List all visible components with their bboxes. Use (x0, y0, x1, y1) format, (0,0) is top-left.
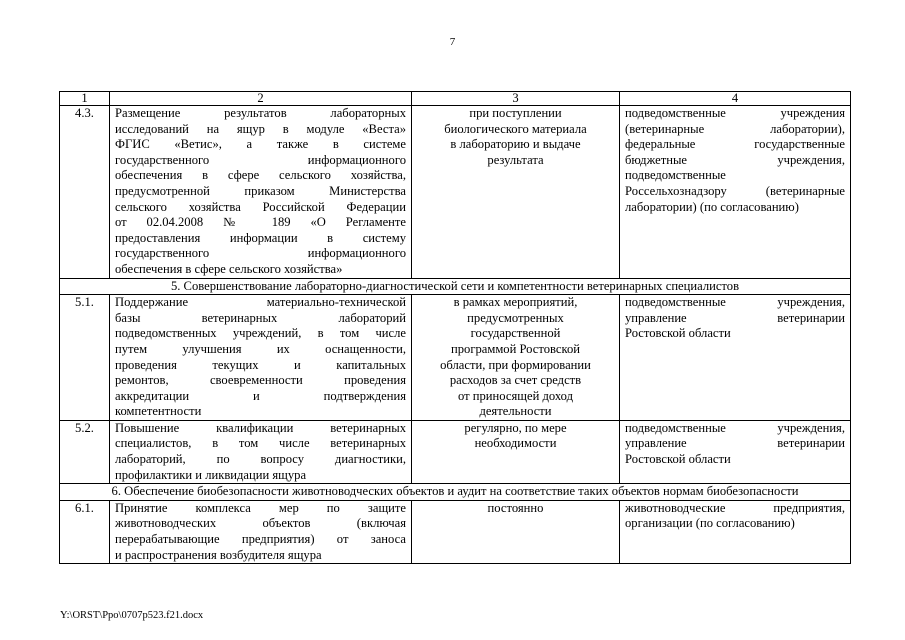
responsible-line: подведомственные (625, 168, 726, 183)
table-row (60, 106, 851, 279)
deadline-line: в лабораторию и выдаче (450, 137, 581, 152)
responsible-line: подведомственные учреждения, (625, 420, 845, 435)
measure-description-line: обеспечения в сфере сельского хозяйства, (115, 168, 406, 183)
deadline-line: результата (487, 152, 544, 167)
measure-description-line: профилактики и ликвидации ящура (115, 467, 307, 482)
responsible-line: Ростовской области (625, 452, 731, 467)
deadline-line: расходов за счет средств (449, 373, 582, 388)
item-number: 4.3. (60, 106, 110, 279)
measure-description-line: перерабатывающие предприятия) от заноса (115, 532, 406, 547)
responsible-line: подведомственные учреждения, (625, 295, 845, 310)
header-col-1: 1 (60, 92, 110, 106)
table-row (60, 420, 851, 483)
deadline-line: регулярно, по мере (464, 420, 567, 435)
header-col-3: 3 (412, 92, 620, 106)
page-number: 7 (449, 36, 456, 48)
responsible-line: подведомственные учреждения (625, 106, 845, 120)
responsible-line: (ветеринарные лаборатории), (625, 121, 845, 136)
responsible-line: федеральные государственные (625, 137, 845, 152)
deadline (412, 420, 620, 483)
deadline-line: предусмотренных (467, 310, 564, 325)
section-header-row (60, 278, 851, 295)
measure-description-line: животноводческих объектов (включая (115, 516, 406, 531)
measure-description-line: путем улучшения их оснащенности, (115, 341, 406, 356)
deadline-line: деятельности (479, 404, 552, 419)
responsible-line: лаборатории) (по согласованию) (625, 199, 799, 214)
deadline-line: в рамках мероприятий, (453, 295, 578, 310)
measure-description-line: от 02.04.2008 № 189 «О Регламенте (115, 215, 406, 230)
measure-description-line: ремонтов, своевременности проведения (115, 373, 406, 388)
responsible-line: бюджетные учреждения, (625, 152, 845, 167)
section-title: 6. Обеспечение биобезопасности животноводческих объектов и аудит на соответствие таких объектов нормам биобезопасности (60, 484, 851, 501)
measure-description-line: Принятие комплекса мер по защите (115, 500, 406, 515)
measure-description (110, 106, 412, 279)
measure-description-line: Размещение результатов лабораторных (115, 106, 406, 120)
section-title: 5. Совершенствование лабораторно-диагностической сети и компетентности ветеринарных специалистов (60, 278, 851, 295)
responsible (620, 106, 851, 279)
responsible-line: управление ветеринарии (625, 436, 845, 451)
measure-description-line: предусмотренной приказом Министерства (115, 183, 406, 198)
responsible-line: Россельхознадзору (ветеринарные (625, 183, 845, 198)
item-number: 6.1. (60, 500, 110, 563)
responsible-line: организации (по согласованию) (625, 516, 795, 531)
deadline-line: программой Ростовской (450, 341, 580, 356)
deadline-line: постоянно (487, 500, 544, 515)
measure-description-line: и распространения возбудителя ящура (115, 547, 322, 562)
measure-description-line: Поддержание материально-технической (115, 295, 406, 310)
table-body (60, 106, 851, 564)
measure-description-line: лабораторий, по вопросу диагностики, (115, 452, 406, 467)
responsible-line: Ростовской области (625, 326, 731, 341)
measure-description-line: базы ветеринарных лабораторий (115, 310, 406, 325)
measures-table (59, 91, 851, 564)
measure-description-line: проведения текущих и капитальных (115, 357, 406, 372)
deadline-line: области, при формировании (440, 357, 591, 372)
table-row (60, 295, 851, 421)
measure-description-line: Повышение квалификации ветеринарных (115, 420, 406, 435)
measure-description-line: исследований на ящур в модуле «Веста» (115, 121, 406, 136)
measure-description-line: компетентности (115, 404, 202, 419)
table-header-row (60, 92, 851, 106)
deadline-line: необходимости (474, 436, 557, 451)
measure-description-line: обеспечения в сфере сельского хозяйства» (115, 261, 343, 276)
deadline-line: государственной (470, 326, 561, 341)
section-header-row (60, 484, 851, 501)
deadline-line: биологического материала (444, 121, 587, 136)
measure-description-line: специалистов, в том числе ветеринарных (115, 436, 406, 451)
measure-description (110, 420, 412, 483)
responsible (620, 500, 851, 563)
deadline (412, 295, 620, 421)
measure-description-line: предоставления информации в систему (115, 230, 406, 245)
responsible-line: животноводческие предприятия, (625, 500, 845, 515)
measure-description-line: государственного информационного (115, 246, 406, 261)
item-number: 5.1. (60, 295, 110, 421)
deadline-line: от приносящей доход (457, 388, 574, 403)
measure-description-line: ФГИС «Ветис», а также в системе (115, 137, 406, 152)
header-col-4: 4 (620, 92, 851, 106)
measure-description-line: аккредитации и подтверждения (115, 388, 406, 403)
deadline (412, 106, 620, 279)
measure-description-line: государственного информационного (115, 152, 406, 167)
header-col-2: 2 (110, 92, 412, 106)
item-number: 5.2. (60, 420, 110, 483)
deadline (412, 500, 620, 563)
responsible-line: управление ветеринарии (625, 310, 845, 325)
measure-description (110, 295, 412, 421)
file-path-footer: Y:\ORST\Ppo\0707p523.f21.docx (60, 610, 204, 621)
measure-description (110, 500, 412, 563)
responsible (620, 295, 851, 421)
deadline-line: при поступлении (469, 106, 562, 120)
measure-description-line: сельского хозяйства Российской Федерации (115, 199, 406, 214)
measure-description-line: подведомственных учреждений, в том числе (115, 326, 406, 341)
table-row (60, 500, 851, 563)
responsible (620, 420, 851, 483)
